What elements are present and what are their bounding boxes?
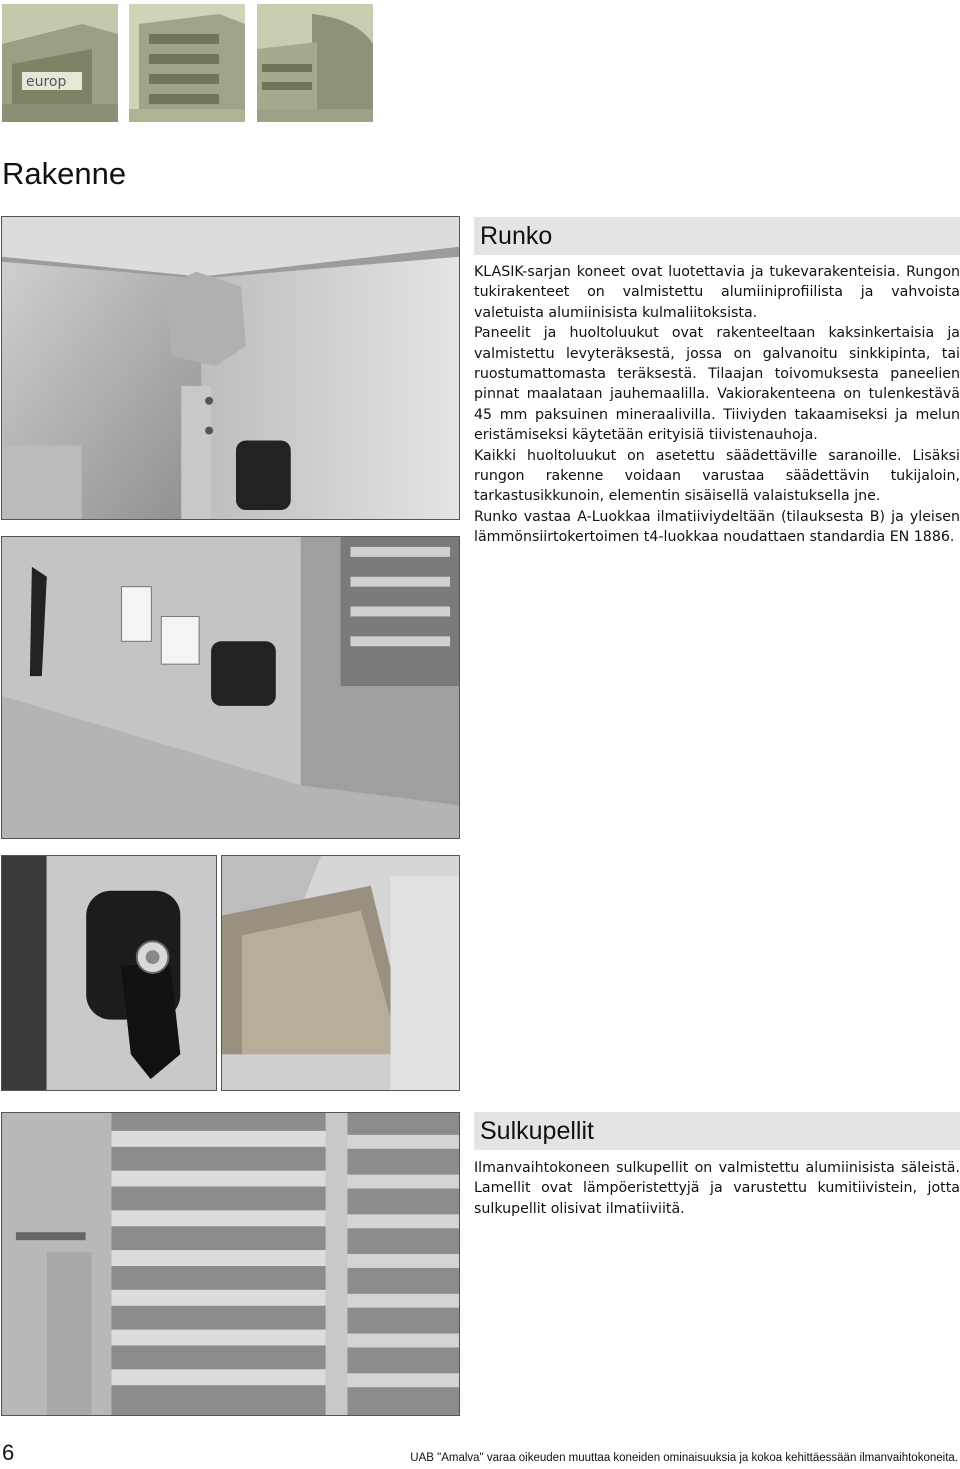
section-body-runko <box>474 262 960 548</box>
photo-latch <box>1 855 217 1091</box>
photo-panel-handles <box>1 536 460 839</box>
section-heading-sulkupellit: Sulkupellit <box>474 1112 960 1150</box>
photo-panel-insulation <box>221 855 460 1091</box>
footer-disclaimer: UAB "Amalva" varaa oikeuden muuttaa koneiden ominaisuuksia ja kokoa kehittäessään ilmanvaihtokoneita. <box>410 1452 958 1464</box>
runko-paragraph: Runko vastaa A-Luokkaa ilmatiiviydeltään (tilauksesta B) ja yleisen lämmönsiirtokertoimen t4-luokkaa noudattaen standardia EN 1886. <box>474 508 960 546</box>
header-photo-building-1 <box>2 4 118 122</box>
section-heading-runko: Runko <box>474 217 960 255</box>
photo-casing-corner <box>1 216 460 520</box>
sulkupellit-paragraph: Ilmanvaihtokoneen sulkupellit on valmistettu alumiinisista säleistä. Lamellit ovat lämpöeristettyjä ja varustettu kumitiivistein, jotta sulkupellit olisivat ilmatiiviitä. <box>474 1160 960 1217</box>
runko-paragraph: Kaikki huoltoluukut on asetettu säädettäville saranoille. Lisäksi rungon rakenne voidaan varustaa säädettävin tukijaloin, tarkastusikkunoin, elementin sisäisellä valaistuksella jne. <box>474 447 960 505</box>
page-number: 6 <box>2 1440 15 1465</box>
page-title: Rakenne <box>2 156 127 191</box>
runko-paragraph: KLASIK-sarjan koneet ovat luotettavia ja tukevarakenteisia. Rungon tukirakenteet on valmistettu alumiiniprofiilista ja vahvoista valetuista alumiinisista kulmaliitoksista. <box>474 264 960 321</box>
header-logo-text: europ <box>26 74 67 90</box>
section-body-sulkupellit <box>474 1158 960 1219</box>
photo-louver-damper <box>1 1112 460 1416</box>
header-photo-building-3 <box>257 4 373 122</box>
runko-paragraph: Paneelit ja huoltoluukut ovat rakenteeltaan kaksinkertaisia ja valmistettu levyteräksestä, jossa on galvanoitu sinkkipinta, tai ruostumattomasta teräksestä. Tilaajan toivomuksesta paneelien pinnat maalataan jauhemaalilla. Vakiorakenteena on tulenkestävä 45 mm paksuinen mineraalivilla. Tiiviyden takaamiseksi ja melun eristämiseksi käytetään erityisiä tiivistenauhoja. <box>474 325 960 444</box>
header-photo-building-2 <box>129 4 245 122</box>
